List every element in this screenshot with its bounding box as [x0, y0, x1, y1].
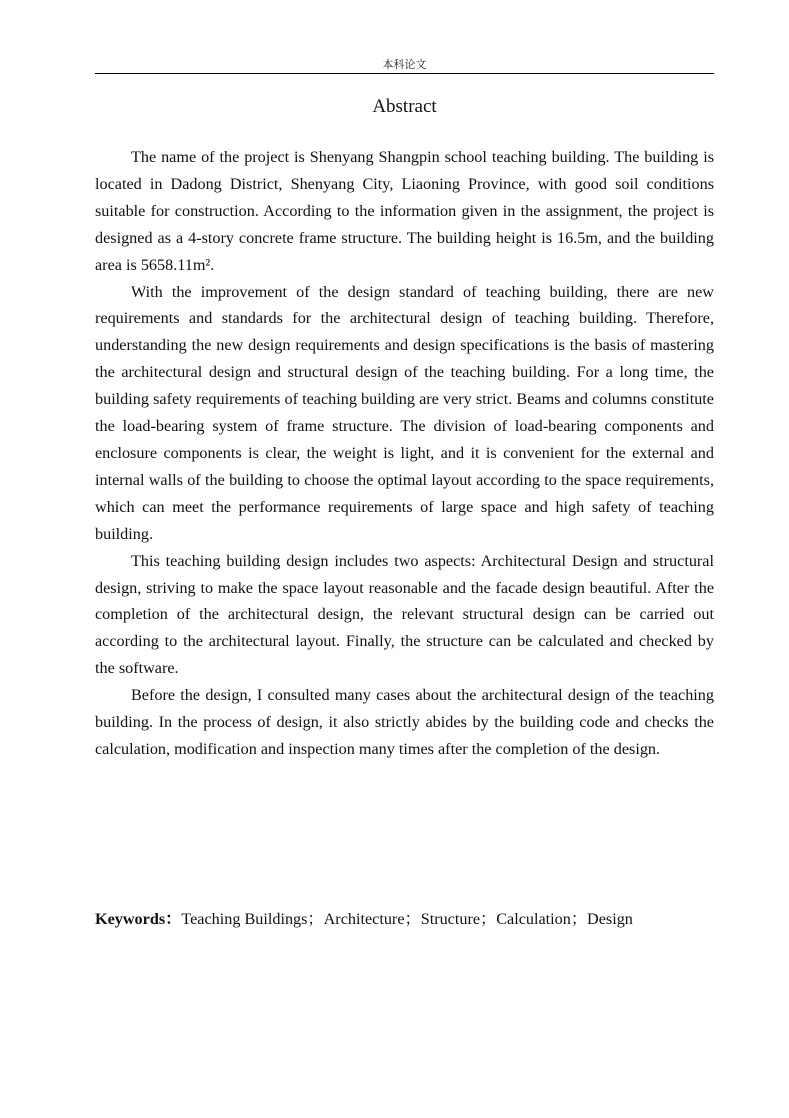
abstract-body [95, 144, 714, 763]
paragraph-3: This teaching building design includes two aspects: Architectural Design and structural design, striving to make the space layout reasonable and the facade design beautiful. After the completion of the architectural design, the relevant structural design can be carried out according to the architectural layout. Finally, the structure can be calculated and checked by the software. [95, 551, 714, 678]
page-header: 本科论文 [382, 58, 427, 71]
header-rule [95, 73, 714, 74]
abstract-title: Abstract [372, 96, 437, 117]
keywords-line [95, 906, 735, 932]
paragraph-4: Before the design, I consulted many cases about the architectural design of the teaching building. In the process of design, it also strictly abides by the building code and checks the calculation, modification and inspection many times after the completion of the design. [95, 686, 714, 758]
keywords-label: Keywords： [95, 910, 182, 928]
paragraph-2: With the improvement of the design standard of teaching building, there are new requirements and standards for the architectural design of teaching building. Therefore, understanding the new design requirements and design specifications is the basis of mastering the architectural design and structural design of the teaching building. For a long time, the building safety requirements of teaching building are very strict. Beams and columns constitute the load-bearing system of frame structure. The division of load-bearing components and enclosure components is clear, the weight is light, and it is convenient for the external and internal walls of the building to choose the optimal layout according to the space requirements, which can meet the performance requirements of large space and high safety of teaching building. [95, 282, 714, 543]
keywords-text: Teaching Buildings；Architecture；Structure；Calculation；Design [181, 910, 633, 928]
paragraph-1: The name of the project is Shenyang Shangpin school teaching building. The building is located in Dadong District, Shenyang City, Liaoning Province, with good soil conditions suitable for construction. According to the information given in the assignment, the project is designed as a 4-story concrete frame structure. The building height is 16.5m, and the building area is 5658.11m². [95, 148, 714, 274]
